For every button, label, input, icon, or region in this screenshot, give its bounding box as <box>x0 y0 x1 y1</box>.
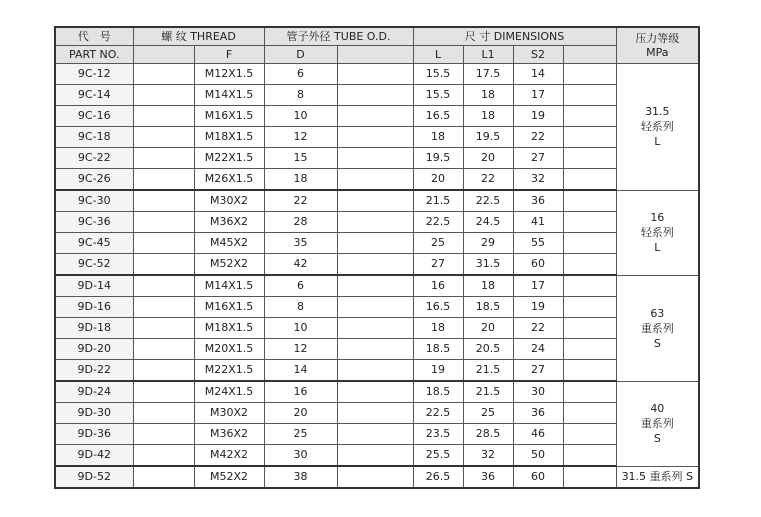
dim-s2-cell: 22 <box>513 318 563 339</box>
blank-cell <box>563 254 616 276</box>
header-row-1 <box>55 27 699 46</box>
blank-cell <box>337 424 413 445</box>
thread-cell: M22X1.5 <box>194 148 264 169</box>
blank-cell <box>563 339 616 360</box>
blank-cell <box>563 148 616 169</box>
dim-s2-cell: 19 <box>513 106 563 127</box>
part-no-cell: 9D-36 <box>55 424 133 445</box>
tube-od-cell: 42 <box>264 254 337 276</box>
header-dim-spacer <box>563 46 616 64</box>
part-no-cell: 9C-30 <box>55 190 133 212</box>
blank-cell <box>337 254 413 276</box>
header-part-no-cn: 代 号 <box>55 27 133 46</box>
blank-cell <box>563 85 616 106</box>
table-row <box>55 466 699 488</box>
dim-l-cell: 22.5 <box>413 403 463 424</box>
dim-l1-cell: 17.5 <box>463 64 513 85</box>
blank-cell <box>563 318 616 339</box>
blank-cell <box>337 190 413 212</box>
dim-l-cell: 15.5 <box>413 64 463 85</box>
dim-s2-cell: 17 <box>513 85 563 106</box>
blank-cell <box>563 381 616 403</box>
dim-l1-cell: 18 <box>463 275 513 297</box>
blank-cell <box>563 106 616 127</box>
dim-s2-cell: 41 <box>513 212 563 233</box>
blank-cell <box>337 212 413 233</box>
blank-cell <box>133 297 194 318</box>
blank-cell <box>133 85 194 106</box>
dim-s2-cell: 60 <box>513 466 563 488</box>
pressure-cell <box>616 275 699 381</box>
blank-cell <box>133 381 194 403</box>
pressure-value: 31.5 <box>645 105 670 119</box>
thread-cell: M16X1.5 <box>194 297 264 318</box>
blank-cell <box>133 424 194 445</box>
tube-od-cell: 8 <box>264 85 337 106</box>
thread-cell: M45X2 <box>194 233 264 254</box>
table-row <box>55 403 699 424</box>
dim-s2-cell: 14 <box>513 64 563 85</box>
dim-l-cell: 20 <box>413 169 463 191</box>
table-row <box>55 85 699 106</box>
header-dim-l1: L1 <box>463 46 513 64</box>
blank-cell <box>133 254 194 276</box>
table-row <box>55 127 699 148</box>
table-row <box>55 360 699 382</box>
tube-od-cell: 15 <box>264 148 337 169</box>
pressure-cell <box>616 190 699 275</box>
part-no-cell: 9C-45 <box>55 233 133 254</box>
blank-cell <box>337 169 413 191</box>
part-no-cell: 9C-26 <box>55 169 133 191</box>
blank-cell <box>563 275 616 297</box>
dim-l-cell: 27 <box>413 254 463 276</box>
dim-s2-cell: 50 <box>513 445 563 467</box>
dim-l-cell: 16.5 <box>413 106 463 127</box>
part-no-cell: 9C-36 <box>55 212 133 233</box>
blank-cell <box>133 212 194 233</box>
dim-l1-cell: 18.5 <box>463 297 513 318</box>
table-body <box>55 64 699 489</box>
table-row <box>55 275 699 297</box>
dim-s2-cell: 36 <box>513 403 563 424</box>
blank-cell <box>337 85 413 106</box>
tube-od-cell: 12 <box>264 127 337 148</box>
tube-od-cell: 18 <box>264 169 337 191</box>
dim-l1-cell: 20.5 <box>463 339 513 360</box>
part-no-cell: 9C-16 <box>55 106 133 127</box>
pressure-code: S <box>686 470 694 484</box>
thread-cell: M18X1.5 <box>194 127 264 148</box>
blank-cell <box>133 275 194 297</box>
dim-s2-cell: 55 <box>513 233 563 254</box>
pressure-value: 63 <box>650 306 665 320</box>
dim-l1-cell: 29 <box>463 233 513 254</box>
blank-cell <box>337 318 413 339</box>
pressure-code: L <box>654 241 661 254</box>
pressure-series: 重系列 <box>640 417 674 430</box>
table-row <box>55 318 699 339</box>
pressure-code: L <box>654 135 661 149</box>
tube-od-cell: 6 <box>264 275 337 297</box>
part-no-cell: 9C-18 <box>55 127 133 148</box>
blank-cell <box>337 233 413 254</box>
thread-cell: M14X1.5 <box>194 275 264 297</box>
dim-s2-cell: 60 <box>513 254 563 276</box>
dim-s2-cell: 27 <box>513 360 563 382</box>
dim-l-cell: 19 <box>413 360 463 382</box>
table-row <box>55 381 699 403</box>
thread-cell: M52X2 <box>194 254 264 276</box>
blank-cell <box>337 148 413 169</box>
thread-cell: M22X1.5 <box>194 360 264 382</box>
blank-cell <box>133 360 194 382</box>
thread-cell: M52X2 <box>194 466 264 488</box>
blank-cell <box>563 360 616 382</box>
blank-cell <box>133 233 194 254</box>
blank-cell <box>337 297 413 318</box>
dim-s2-cell: 19 <box>513 297 563 318</box>
blank-cell <box>563 233 616 254</box>
tube-od-cell: 28 <box>264 212 337 233</box>
table-row <box>55 297 699 318</box>
dimensions-table <box>54 26 700 489</box>
tube-od-cell: 16 <box>264 381 337 403</box>
blank-cell <box>133 466 194 488</box>
dim-l-cell: 25 <box>413 233 463 254</box>
blank-cell <box>337 106 413 127</box>
dim-l1-cell: 22.5 <box>463 190 513 212</box>
dim-l1-cell: 20 <box>463 318 513 339</box>
tube-od-cell: 6 <box>264 64 337 85</box>
thread-cell: M36X2 <box>194 212 264 233</box>
dim-l1-cell: 18 <box>463 85 513 106</box>
table-row <box>55 169 699 191</box>
blank-cell <box>133 127 194 148</box>
blank-cell <box>563 169 616 191</box>
header-thread-spacer <box>133 46 194 64</box>
dim-l1-cell: 28.5 <box>463 424 513 445</box>
thread-cell: M20X1.5 <box>194 339 264 360</box>
pressure-series: 重系列 <box>640 321 674 335</box>
blank-cell <box>337 381 413 403</box>
dim-l1-cell: 21.5 <box>463 381 513 403</box>
blank-cell <box>563 212 616 233</box>
part-no-cell: 9D-52 <box>55 466 133 488</box>
blank-cell <box>337 275 413 297</box>
table-row <box>55 190 699 212</box>
dim-l1-cell: 32 <box>463 445 513 467</box>
part-no-cell: 9D-16 <box>55 297 133 318</box>
dim-l1-cell: 19.5 <box>463 127 513 148</box>
blank-cell <box>337 339 413 360</box>
header-pressure-unit: MPa <box>646 45 669 59</box>
blank-cell <box>133 169 194 191</box>
thread-cell: M30X2 <box>194 190 264 212</box>
blank-cell <box>133 190 194 212</box>
dim-l-cell: 26.5 <box>413 466 463 488</box>
thread-cell: M30X2 <box>194 403 264 424</box>
blank-cell <box>133 403 194 424</box>
table-row <box>55 106 699 127</box>
blank-cell <box>563 190 616 212</box>
header-row-2 <box>55 46 699 64</box>
pressure-cell <box>616 466 699 488</box>
header-thread-f: F <box>194 46 264 64</box>
dim-l-cell: 18.5 <box>413 339 463 360</box>
blank-cell <box>337 403 413 424</box>
tube-od-cell: 35 <box>264 233 337 254</box>
table-row <box>55 212 699 233</box>
tube-od-cell: 20 <box>264 403 337 424</box>
blank-cell <box>563 466 616 488</box>
blank-cell <box>133 445 194 467</box>
header-pressure-cn: 压力等级 <box>635 31 680 45</box>
table-row <box>55 424 699 445</box>
blank-cell <box>133 64 194 85</box>
dim-l-cell: 19.5 <box>413 148 463 169</box>
thread-cell: M14X1.5 <box>194 85 264 106</box>
dim-l1-cell: 36 <box>463 466 513 488</box>
dim-l-cell: 22.5 <box>413 212 463 233</box>
part-no-cell: 9D-14 <box>55 275 133 297</box>
dim-l1-cell: 21.5 <box>463 360 513 382</box>
header-thread: 螺 纹 THREAD <box>133 27 264 46</box>
pressure-cell <box>616 381 699 466</box>
dim-l1-cell: 31.5 <box>463 254 513 276</box>
tube-od-cell: 8 <box>264 297 337 318</box>
tube-od-cell: 10 <box>264 106 337 127</box>
dim-l-cell: 18 <box>413 127 463 148</box>
blank-cell <box>563 127 616 148</box>
blank-cell <box>563 297 616 318</box>
dim-l-cell: 21.5 <box>413 190 463 212</box>
blank-cell <box>337 466 413 488</box>
part-no-cell: 9D-20 <box>55 339 133 360</box>
header-part-no-en: PART NO. <box>55 46 133 64</box>
tube-od-cell: 25 <box>264 424 337 445</box>
blank-cell <box>133 148 194 169</box>
pressure-series: 重系列 <box>649 470 683 484</box>
pressure-value: 40 <box>650 402 665 415</box>
dim-s2-cell: 32 <box>513 169 563 191</box>
dim-s2-cell: 24 <box>513 339 563 360</box>
blank-cell <box>133 339 194 360</box>
tube-od-cell: 22 <box>264 190 337 212</box>
dim-s2-cell: 22 <box>513 127 563 148</box>
dim-l1-cell: 22 <box>463 169 513 191</box>
table-row <box>55 233 699 254</box>
pressure-value: 31.5 <box>621 470 647 484</box>
pressure-series: 轻系列 <box>640 226 674 239</box>
blank-cell <box>563 445 616 467</box>
dim-l-cell: 15.5 <box>413 85 463 106</box>
dim-l1-cell: 18 <box>463 106 513 127</box>
pressure-code: S <box>653 336 661 350</box>
dim-s2-cell: 36 <box>513 190 563 212</box>
dim-l-cell: 23.5 <box>413 424 463 445</box>
header-dim-s2: S2 <box>513 46 563 64</box>
thread-cell: M42X2 <box>194 445 264 467</box>
part-no-cell: 9D-24 <box>55 381 133 403</box>
table-row <box>55 339 699 360</box>
table-row <box>55 64 699 85</box>
pressure-cell <box>616 64 699 191</box>
part-no-cell: 9D-22 <box>55 360 133 382</box>
header-tube-od: 管子外径 TUBE O.D. <box>264 27 413 46</box>
blank-cell <box>133 318 194 339</box>
blank-cell <box>337 445 413 467</box>
thread-cell: M18X1.5 <box>194 318 264 339</box>
tube-od-cell: 10 <box>264 318 337 339</box>
header-tube-spacer <box>337 46 413 64</box>
dim-l1-cell: 20 <box>463 148 513 169</box>
thread-cell: M36X2 <box>194 424 264 445</box>
dim-l1-cell: 24.5 <box>463 212 513 233</box>
dim-s2-cell: 46 <box>513 424 563 445</box>
tube-od-cell: 38 <box>264 466 337 488</box>
dim-l-cell: 16.5 <box>413 297 463 318</box>
tube-od-cell: 30 <box>264 445 337 467</box>
part-no-cell: 9C-52 <box>55 254 133 276</box>
thread-cell: M16X1.5 <box>194 106 264 127</box>
blank-cell <box>563 424 616 445</box>
blank-cell <box>133 106 194 127</box>
part-no-cell: 9C-12 <box>55 64 133 85</box>
part-no-cell: 9C-14 <box>55 85 133 106</box>
tube-od-cell: 12 <box>264 339 337 360</box>
thread-cell: M26X1.5 <box>194 169 264 191</box>
part-no-cell: 9D-18 <box>55 318 133 339</box>
header-pressure <box>616 27 699 64</box>
dim-l-cell: 16 <box>413 275 463 297</box>
part-no-cell: 9D-30 <box>55 403 133 424</box>
table-row <box>55 254 699 276</box>
thread-cell: M12X1.5 <box>194 64 264 85</box>
header-dim-l: L <box>413 46 463 64</box>
pressure-series: 轻系列 <box>640 120 674 134</box>
dim-s2-cell: 17 <box>513 275 563 297</box>
blank-cell <box>337 360 413 382</box>
dim-l1-cell: 25 <box>463 403 513 424</box>
thread-cell: M24X1.5 <box>194 381 264 403</box>
part-no-cell: 9C-22 <box>55 148 133 169</box>
part-no-cell: 9D-42 <box>55 445 133 467</box>
dim-s2-cell: 30 <box>513 381 563 403</box>
blank-cell <box>337 127 413 148</box>
dim-s2-cell: 27 <box>513 148 563 169</box>
header-tube-d: D <box>264 46 337 64</box>
table-row <box>55 445 699 467</box>
dim-l-cell: 18 <box>413 318 463 339</box>
pressure-value: 16 <box>650 211 665 224</box>
pressure-code: S <box>653 432 661 445</box>
dim-l-cell: 18.5 <box>413 381 463 403</box>
tube-od-cell: 14 <box>264 360 337 382</box>
blank-cell <box>563 64 616 85</box>
blank-cell <box>563 403 616 424</box>
table-row <box>55 148 699 169</box>
header-dimensions: 尺 寸 DIMENSIONS <box>413 27 616 46</box>
blank-cell <box>337 64 413 85</box>
dim-l-cell: 25.5 <box>413 445 463 467</box>
